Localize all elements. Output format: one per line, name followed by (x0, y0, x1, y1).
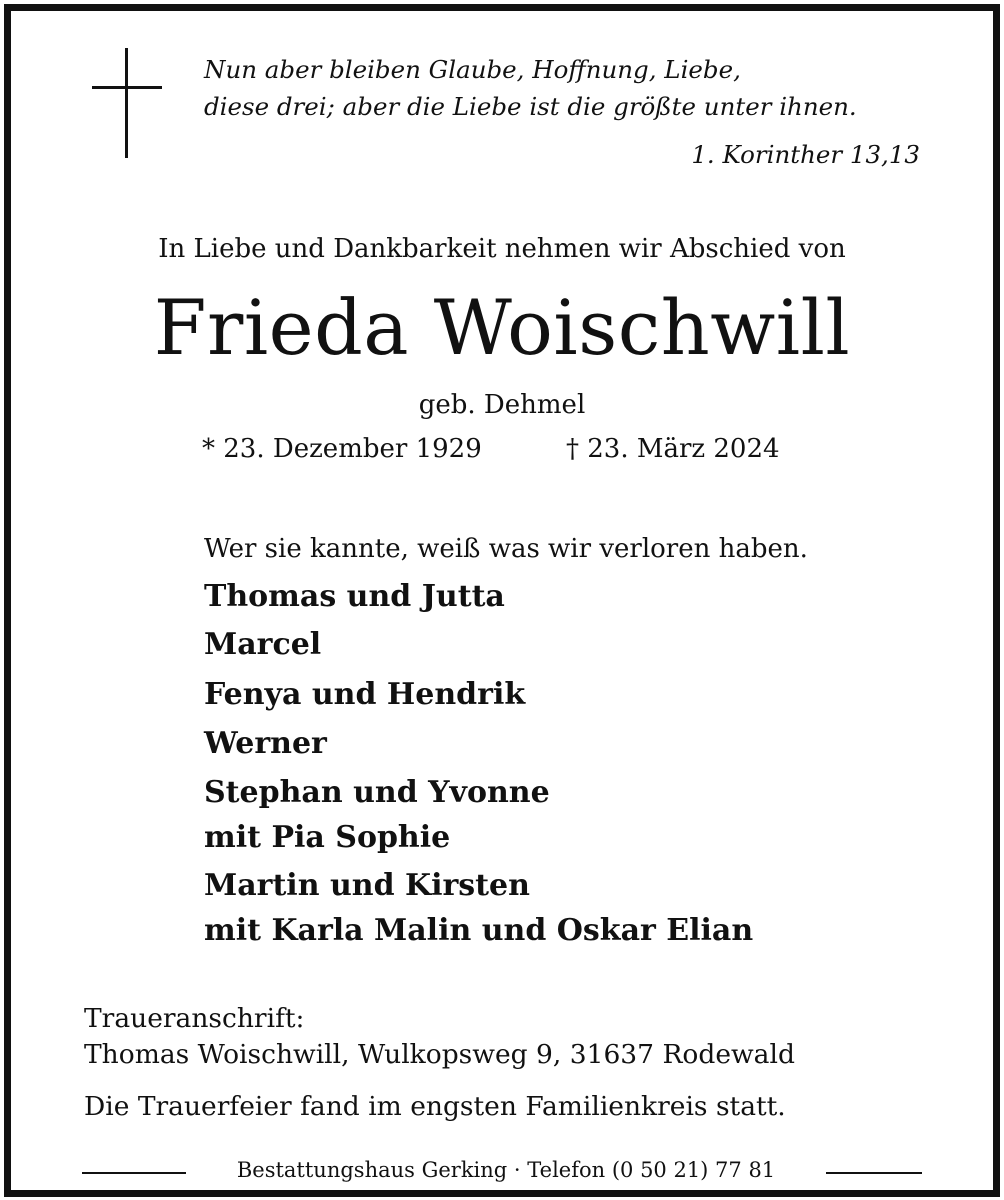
verse-line-2: diese drei; aber die Liebe ist die größte unter ihnen. (204, 92, 857, 121)
maiden-name: geb. Dehmel (418, 390, 586, 420)
mourner-line: Werner (204, 726, 327, 761)
ceremony-note: Die Trauerfeier fand im engsten Familienkreis statt. (84, 1091, 786, 1122)
deceased-name: Frieda Woischwill (153, 283, 851, 372)
mourner-line: Marcel (204, 627, 322, 662)
intro-text: In Liebe und Dankbarkeit nehmen wir Abschied von (158, 234, 846, 264)
mourner-line: Thomas und Jutta (204, 579, 505, 614)
cross-icon (92, 48, 162, 158)
verse-line-1: Nun aber bleiben Glaube, Hoffnung, Liebe, (204, 55, 741, 84)
mourner-line: mit Karla Malin und Oskar Elian (204, 913, 754, 948)
birth-date: * 23. Dezember 1929 (202, 434, 482, 464)
death-date: † 23. März 2024 (566, 434, 780, 464)
mourner-line: mit Pia Sophie (204, 820, 451, 855)
address-line: Thomas Woischwill, Wulkopsweg 9, 31637 Rodewald (84, 1039, 795, 1070)
address-label: Traueranschrift: (84, 1003, 305, 1034)
memorial-quote: Wer sie kannte, weiß was wir verloren haben. (204, 534, 808, 564)
mourner-line: Martin und Kirsten (204, 868, 530, 903)
footer-funeral-home: Bestattungshaus Gerking · Telefon (0 50 21) 77 81 (186, 1160, 826, 1181)
mourner-line: Fenya und Hendrik (204, 677, 526, 712)
mourner-line: Stephan und Yvonne (204, 775, 550, 810)
verse-reference: 1. Korinther 13,13 (691, 140, 920, 169)
